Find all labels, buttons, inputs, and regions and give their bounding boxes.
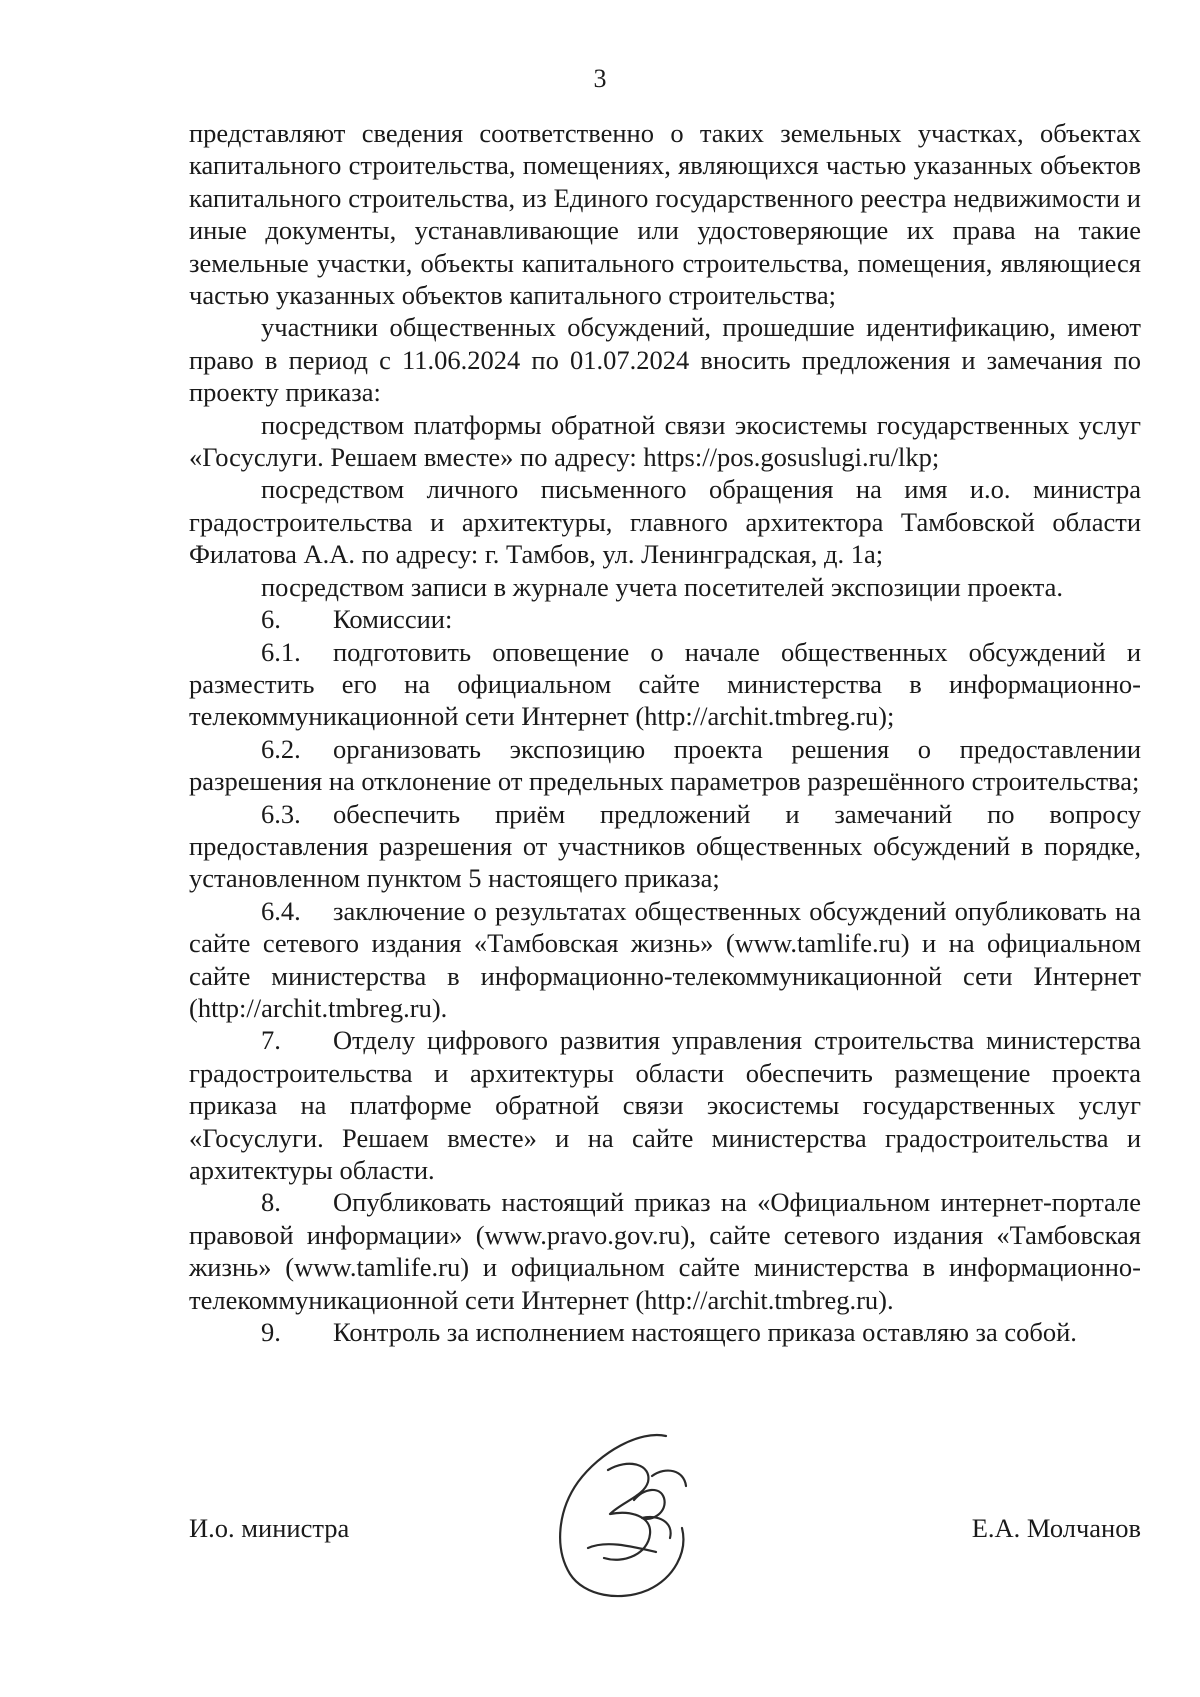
clause-6-1 (189, 636, 1141, 733)
paragraph-participants-rights: участники общественных обсуждений, прошедшие идентификацию, имеют право в период с 11.06.2024 по 01.07.2024 вносить предложения и замечания по проекту приказа: (189, 312, 1141, 408)
clause-text: Опубликовать настоящий приказ на «Официальном интернет-портале правовой информации» (www.pravo.gov.ru), сайте сетевого издания «Тамбовская жизнь» (www.tamlife.ru) и официальном сайте министерства в информационно-телекоммуникационной сети Интернет (http://archit.tmbreg.ru). (189, 1187, 1141, 1315)
clause-number: 6.4. (261, 895, 301, 926)
clause-7 (189, 1024, 1141, 1186)
clause-text: заключение о результатах общественных обсуждений опубликовать на сайте сетевого издания «Тамбовская жизнь» (www.tamlife.ru) и на официальном сайте министерства в информационно-телекоммуникационной сети Интернет (http://archit.tmbreg.ru). (189, 895, 1141, 1023)
document-body (189, 117, 1141, 1348)
paragraph-written-appeal: посредством личного письменного обращения на имя и.о. министра градостроительства и архитектуры, главного архитектора Тамбовской области Филатова А.А. по адресу: г. Тамбов, ул. Ленинградская, д. 1а; (189, 474, 1141, 570)
clause-6 (189, 603, 1141, 635)
page-number: 3 (593, 64, 607, 93)
clause-text: Комиссии: (333, 604, 453, 635)
paragraph-gosuslugi-platform: посредством платформы обратной связи экосистемы государственных услуг «Госуслуги. Решаем вместе» по адресу: https://pos.gosuslugi.ru/lkp; (189, 409, 1141, 473)
clause-text: Контроль за исполнением настоящего приказа оставляю за собой. (333, 1317, 1077, 1348)
signer-role: И.о. министра (189, 1513, 350, 1543)
clause-8 (189, 1186, 1141, 1316)
clause-number: 6.3. (261, 798, 301, 829)
clause-number: 6. (261, 604, 281, 635)
clause-text: обеспечить приём предложений и замечаний по вопросу предоставления разрешения от участников общественных обсуждений в порядке, установленном пунктом 5 настоящего приказа; (189, 798, 1141, 894)
clause-text: Отделу цифрового развития управления строительства министерства градостроительства и архитектуры области обеспечить размещение проекта приказа на платформе обратной связи экосистемы государственных услуг «Госуслуги. Решаем вместе» и на сайте министерства градостроительства и архитектуры области. (189, 1025, 1141, 1185)
clause-text: подготовить оповещение о начале общественных обсуждений и разместить его на официальном сайте министерства в информационно-телекоммуникационной сети Интернет (http://archit.tmbreg.ru); (189, 636, 1141, 732)
signer-name: Е.А. Молчанов (971, 1513, 1141, 1543)
clause-9 (189, 1316, 1141, 1348)
clause-number: 7. (261, 1025, 281, 1056)
paragraph-continuation: представляют сведения соответственно о таких земельных участках, объектах капитального строительства, помещениях, являющихся частью указанных объектов капитального строительства, из Единого государственного реестра недвижимости и иные документы, устанавливающие или удостоверяющие их права на такие земельные участки, объекты капитального строительства, помещения, являющиеся частью указанных объектов капитального строительства; (189, 118, 1141, 311)
clause-number: 8. (261, 1187, 281, 1218)
signature-block (189, 1512, 1141, 1552)
clause-6-4 (189, 895, 1141, 1025)
clause-text: организовать экспозицию проекта решения о предоставлении разрешения на отклонение от предельных параметров разрешённого строительства; (189, 733, 1141, 797)
clause-6-2 (189, 733, 1141, 798)
paragraph-visitor-log: посредством записи в журнале учета посетителей экспозиции проекта. (261, 571, 1064, 602)
clause-number: 9. (261, 1317, 281, 1348)
clause-number: 6.1. (261, 636, 301, 667)
clause-number: 6.2. (261, 733, 301, 764)
clause-6-3 (189, 798, 1141, 895)
